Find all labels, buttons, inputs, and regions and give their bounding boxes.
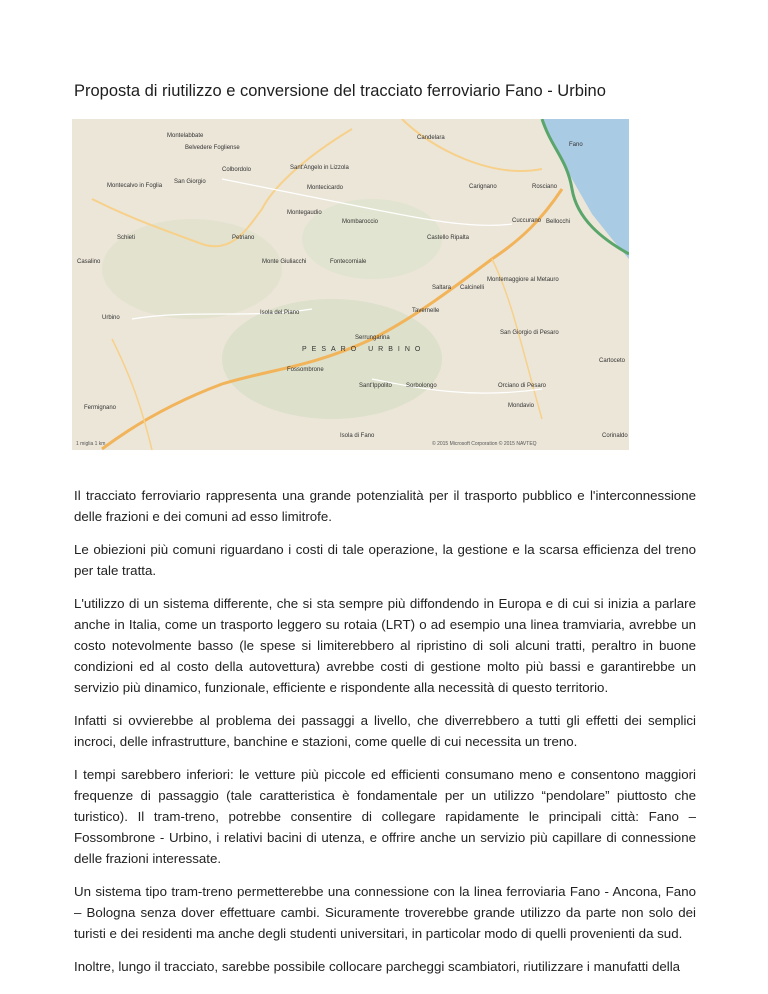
map-place-label: Fossombrone — [287, 367, 324, 373]
document-body — [74, 485, 696, 989]
route-map — [72, 119, 629, 450]
map-scale: 1 miglia 1 km — [76, 441, 106, 447]
map-place-label: Belvedere Fogliense — [185, 145, 240, 151]
map-place-label: Corinaldo — [602, 433, 628, 439]
map-place-label: Isola del Piano — [260, 310, 300, 316]
paragraph: Il tracciato ferroviario rappresenta una grande potenzialità per il trasporto pubblico e l'interconnessione delle frazioni e dei comuni ad esso limitrofe. — [74, 488, 696, 524]
map-place-label: Rosciano — [532, 184, 558, 190]
map-place-label: Montemaggiore al Metauro — [487, 277, 559, 283]
paragraph: Un sistema tipo tram-treno permetterebbe una connessione con la linea ferroviaria Fano - Ancona, Fano – Bologna senza dover effettuare cambi. Sicuramente troverebbe grande utilizzo da parte non solo dei turisti e dei residenti ma anche degli studenti universitari, in particolar modo di quelli provenienti da sud. — [74, 884, 696, 941]
map-place-label: Mondavio — [508, 403, 535, 409]
map-place-label: Petriano — [232, 235, 255, 241]
map-place-label: Tavernelle — [412, 308, 440, 314]
map-place-label: Colbordolo — [222, 167, 252, 173]
document-title: Proposta di riutilizzo e conversione del tracciato ferroviario Fano - Urbino — [74, 82, 606, 100]
map-place-label: Mombaroccio — [342, 219, 379, 225]
map-place-label: Montegaudio — [287, 210, 322, 216]
paragraph: Infatti si ovvierebbe al problema dei passaggi a livello, che diverrebbero a tutti gli effetti dei semplici incroci, delle infrastrutture, banchine e stazioni, come quelle di cui necessita un treno. — [74, 713, 696, 749]
map-place-label: Cuccurano — [512, 218, 542, 224]
map-place-label: Urbino — [102, 315, 120, 321]
map-place-label: Carignano — [469, 184, 497, 190]
map-place-label: Sorbolongo — [406, 383, 437, 389]
map-place-label: San Giorgio di Pesaro — [500, 330, 559, 336]
map-place-label: Isola di Fano — [340, 433, 375, 439]
paragraph: Inoltre, lungo il tracciato, sarebbe possibile collocare parcheggi scambiatori, riutilizzare i manufatti della — [74, 959, 681, 974]
map-place-label: Serrungarina — [355, 335, 390, 341]
map-place-label: Fontecorniale — [330, 259, 367, 265]
map-place-label: Montecicardo — [307, 185, 344, 191]
svg-text:PESARO URBINO: PESARO URBINO — [302, 346, 426, 353]
map-place-label: Saltara — [432, 285, 452, 291]
paragraph: I tempi sarebbero inferiori: le vetture più piccole ed efficienti consumano meno e consentono maggiori frequenze di passaggio (tale caratteristica è fondamentale per un utilizzo “pendolare” piuttosto che turistico). Il tram-treno, potrebbe consentire di collegare rapidamente le principali città: Fano – Fossombrone - Urbino, i relativi bacini di utenza, e offrire anche un servizio più capillare di connessione delle frazioni interessate. — [74, 767, 696, 866]
map-place-label: Candelara — [417, 135, 445, 141]
map-place-label: Fano — [569, 142, 583, 148]
map-place-label: Cartoceto — [599, 358, 626, 364]
paragraph: L'utilizzo di un sistema differente, che si sta sempre più diffondendo in Europa e di cui si inizia a parlare anche in Italia, come un trasporto leggero su rotaia (LRT) o ad esempio una linea tramviaria, avrebbe un costo notevolmente basso (le spese si limiterebbero al ripristino di soli alcuni tratti, peraltro in buone condizioni ed al costo della autovettura) avrebbe costi di gestione molto più bassi e garantirebbe un servizio più dinamico, funzionale, efficiente e rispondente alla necessità di questo territorio. — [74, 596, 696, 695]
map-place-label: Orciano di Pesaro — [498, 383, 547, 389]
map-place-label: Schieti — [117, 235, 136, 241]
map-place-label: Fermignano — [84, 405, 117, 411]
map-place-label: Castello Ripalta — [427, 235, 470, 241]
map-place-label: San Giorgio — [174, 179, 206, 185]
map-place-label: Monte Giuliacchi — [262, 259, 307, 265]
paragraph: Le obiezioni più comuni riguardano i costi di tale operazione, la gestione e la scarsa efficienza del treno per tale tratta. — [74, 542, 696, 578]
map-place-label: Sant'Ippolito — [359, 383, 392, 389]
map-place-label: Calcinelli — [460, 285, 485, 291]
map-place-label: Montelabbate — [167, 133, 204, 139]
map-place-label: Casalino — [77, 259, 101, 265]
map-place-label: Bellocchi — [546, 219, 571, 225]
map-copyright: © 2015 Microsoft Corporation © 2015 NAVTEQ — [432, 441, 537, 447]
map-place-label: Montecalvo in Foglia — [107, 183, 163, 189]
map-place-label: Sant'Angelo in Lizzola — [290, 165, 349, 171]
